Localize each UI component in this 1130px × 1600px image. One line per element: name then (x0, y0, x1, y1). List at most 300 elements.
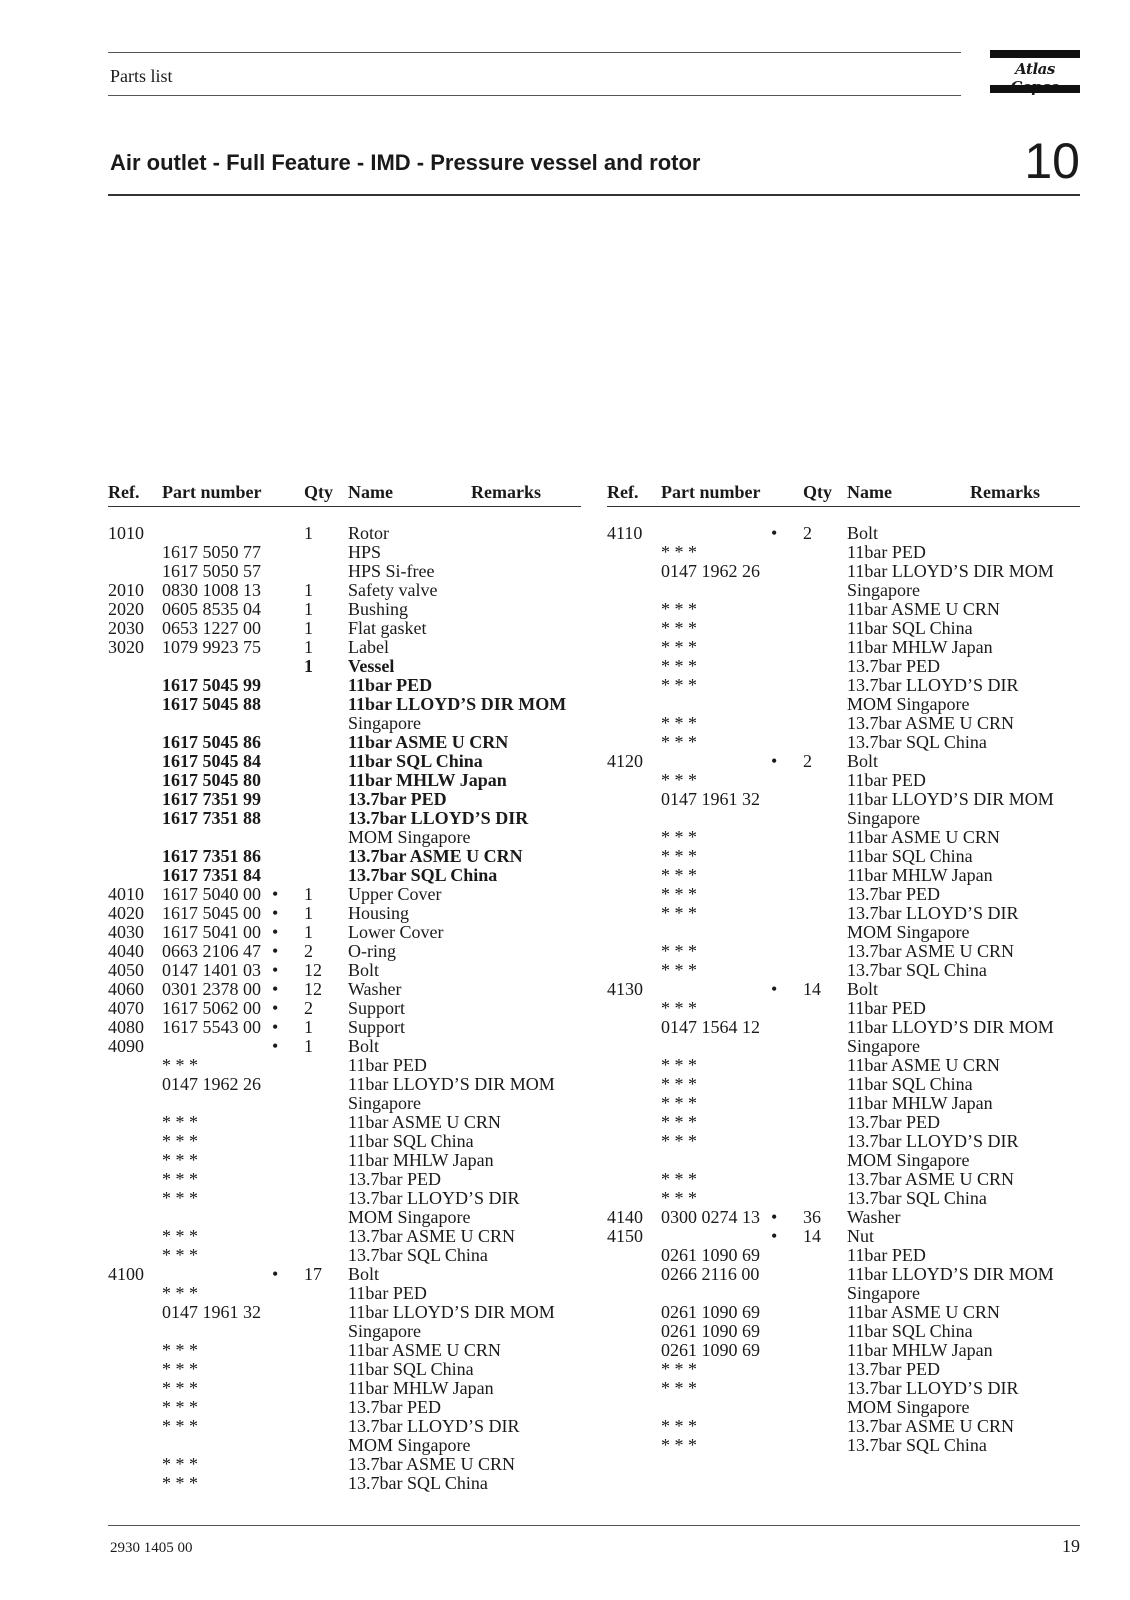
name-cell: 11bar PED (348, 675, 433, 695)
qty-cell: 36 (803, 1207, 821, 1227)
name-cell: 11bar LLOYD’S DIR MOM (847, 1264, 1054, 1284)
part-number-cell: 1617 5050 77 (162, 542, 261, 562)
table-row (108, 980, 581, 999)
section-number: 10 (1024, 133, 1080, 189)
name-cell: 11bar PED (348, 1055, 427, 1075)
table-row (607, 524, 1080, 543)
name-cell: 13.7bar SQL China (348, 865, 498, 885)
part-number-cell: * * * (162, 1473, 198, 1493)
bullet-marker: • (272, 998, 279, 1018)
header-label: Parts list (110, 66, 173, 86)
ref-cell: 4130 (607, 979, 643, 999)
name-cell: 11bar LLOYD’S DIR MOM (348, 1074, 555, 1094)
table-row (607, 771, 1080, 790)
table-row (108, 1037, 581, 1056)
table-row (108, 866, 581, 885)
qty-cell: 1 (304, 1036, 313, 1056)
name-cell: Flat gasket (348, 618, 427, 638)
parts-table-left (108, 480, 581, 1493)
name-cell: 11bar PED (847, 770, 926, 790)
part-number-cell: * * * (661, 1188, 697, 1208)
name-cell: 11bar SQL China (847, 618, 973, 638)
bullet-marker: • (771, 1207, 778, 1227)
table-row (108, 1132, 581, 1151)
logo-top-bar (990, 50, 1080, 58)
name-cell: Washer (847, 1207, 901, 1227)
part-number-cell: 0300 0274 13 (661, 1207, 760, 1227)
table-row (607, 885, 1080, 904)
name-cell: MOM Singapore (348, 1207, 471, 1227)
table-row (607, 942, 1080, 961)
table-row (108, 828, 581, 847)
table-row (607, 904, 1080, 923)
table-row (108, 1474, 581, 1493)
name-cell: Housing (348, 903, 410, 923)
part-number-cell: * * * (661, 599, 697, 619)
ref-cell: 4040 (108, 941, 144, 961)
part-number-cell: * * * (661, 770, 697, 790)
name-cell: 11bar PED (348, 1283, 427, 1303)
name-cell: 11bar LLOYD’S DIR MOM (847, 789, 1054, 809)
part-number-cell: 1617 5045 84 (162, 751, 261, 771)
name-cell: Nut (847, 1226, 874, 1246)
qty-cell: 1 (304, 523, 313, 543)
name-cell: 11bar LLOYD’S DIR MOM (348, 694, 567, 714)
table-row (108, 1113, 581, 1132)
name-cell: Bolt (847, 751, 879, 771)
name-cell: Bolt (348, 1264, 380, 1284)
table-row (607, 562, 1080, 581)
name-cell: MOM Singapore (847, 694, 970, 714)
name-cell: 11bar LLOYD’S DIR MOM (348, 1302, 555, 1322)
table-row (607, 752, 1080, 771)
footer-page-number: 19 (1062, 1536, 1080, 1556)
part-number-cell: 0147 1962 26 (661, 561, 760, 581)
table-row (108, 885, 581, 904)
table-row (607, 790, 1080, 809)
qty-cell: 1 (304, 922, 313, 942)
part-number-cell: * * * (162, 1112, 198, 1132)
table-row (108, 1018, 581, 1037)
part-number-cell: * * * (661, 637, 697, 657)
ref-cell: 4030 (108, 922, 144, 942)
name-cell: HPS Si-free (348, 561, 435, 581)
ref-cell: 2030 (108, 618, 144, 638)
part-number-cell: 0605 8535 04 (162, 599, 261, 619)
name-cell: 13.7bar ASME U CRN (847, 941, 1015, 961)
name-cell: 11bar MHLW Japan (847, 865, 993, 885)
table-row (607, 1284, 1080, 1303)
qty-cell: 1 (304, 656, 313, 676)
name-cell: Bolt (847, 523, 879, 543)
ref-cell: 2010 (108, 580, 144, 600)
part-number-cell: * * * (661, 1416, 697, 1436)
logo-bottom-bar (990, 85, 1080, 93)
header-ref: Ref. (607, 482, 639, 502)
part-number-cell: * * * (661, 998, 697, 1018)
qty-cell: 12 (304, 979, 322, 999)
name-cell: 13.7bar SQL China (348, 1473, 488, 1493)
table-row (108, 562, 581, 581)
name-cell: 11bar MHLW Japan (847, 1340, 993, 1360)
name-cell: 11bar ASME U CRN (348, 1340, 501, 1360)
table-row (108, 1303, 581, 1322)
part-number-cell: * * * (661, 1359, 697, 1379)
name-cell: 11bar ASME U CRN (847, 1302, 1000, 1322)
part-number-cell: * * * (661, 903, 697, 923)
table-row (607, 1436, 1080, 1455)
table-row (607, 1227, 1080, 1246)
name-cell: 13.7bar SQL China (847, 960, 987, 980)
part-number-cell: * * * (162, 1169, 198, 1189)
table-row (607, 1246, 1080, 1265)
ref-cell: 4080 (108, 1017, 144, 1037)
name-cell: 13.7bar LLOYD’S DIR (847, 1131, 1019, 1151)
ref-cell: 4020 (108, 903, 144, 923)
header-name: Name (847, 482, 892, 502)
name-cell: 11bar PED (847, 1245, 926, 1265)
table-row (108, 809, 581, 828)
part-number-cell: 0301 2378 00 (162, 979, 261, 999)
bullet-marker: • (272, 941, 279, 961)
part-number-cell: * * * (661, 732, 697, 752)
qty-cell: 2 (803, 751, 812, 771)
table-row (108, 942, 581, 961)
table-row (607, 1208, 1080, 1227)
table-row (108, 1455, 581, 1474)
name-cell: Vessel (348, 656, 395, 676)
name-cell: 13.7bar PED (348, 789, 447, 809)
part-number-cell: * * * (162, 1131, 198, 1151)
name-cell: 13.7bar SQL China (348, 1245, 488, 1265)
bullet-marker: • (272, 960, 279, 980)
table-row (108, 543, 581, 562)
name-cell: MOM Singapore (348, 827, 471, 847)
table-row (607, 828, 1080, 847)
name-cell: 11bar ASME U CRN (348, 732, 509, 752)
part-number-cell: * * * (162, 1245, 198, 1265)
part-number-cell: * * * (162, 1226, 198, 1246)
table-row (108, 904, 581, 923)
table-row (607, 1075, 1080, 1094)
name-cell: 11bar MHLW Japan (847, 1093, 993, 1113)
part-number-cell: * * * (661, 1169, 697, 1189)
part-number-cell: * * * (661, 960, 697, 980)
name-cell: 11bar MHLW Japan (348, 770, 507, 790)
name-cell: 11bar SQL China (847, 1074, 973, 1094)
bullet-marker: • (272, 1017, 279, 1037)
name-cell: 13.7bar SQL China (847, 1435, 987, 1455)
qty-cell: 17 (304, 1264, 322, 1284)
name-cell: MOM Singapore (847, 922, 970, 942)
qty-cell: 14 (803, 979, 821, 999)
part-number-cell: * * * (661, 1093, 697, 1113)
part-number-cell: 1617 5045 86 (162, 732, 261, 752)
name-cell: 13.7bar ASME U CRN (847, 1416, 1015, 1436)
part-number-cell: * * * (162, 1150, 198, 1170)
table-row (607, 543, 1080, 562)
part-number-cell: 0261 1090 69 (661, 1302, 760, 1322)
name-cell: 13.7bar ASME U CRN (847, 1169, 1015, 1189)
ref-cell: 4050 (108, 960, 144, 980)
table-row (108, 581, 581, 600)
bullet-marker: • (272, 979, 279, 999)
bullet-marker: • (272, 1264, 279, 1284)
bullet-marker: • (272, 884, 279, 904)
name-cell: MOM Singapore (847, 1397, 970, 1417)
name-cell: 13.7bar LLOYD’S DIR (847, 1378, 1019, 1398)
name-cell: Bolt (348, 960, 380, 980)
table-row (607, 581, 1080, 600)
name-cell: 11bar PED (847, 998, 926, 1018)
part-number-cell: 0663 2106 47 (162, 941, 261, 961)
bullet-marker: • (771, 751, 778, 771)
part-number-cell: 1617 5045 88 (162, 694, 261, 714)
name-cell: 11bar SQL China (348, 1359, 474, 1379)
bullet-marker: • (771, 979, 778, 999)
ref-cell: 4150 (607, 1226, 643, 1246)
table-row (108, 771, 581, 790)
ref-cell: 4060 (108, 979, 144, 999)
table-row (607, 1379, 1080, 1398)
header-remarks: Remarks (970, 482, 1040, 502)
name-cell: Bolt (847, 979, 879, 999)
part-number-cell: * * * (661, 675, 697, 695)
name-cell: Singapore (847, 808, 920, 828)
table-row (108, 1094, 581, 1113)
name-cell: O-ring (348, 941, 396, 961)
part-number-cell: * * * (162, 1283, 198, 1303)
table-row (607, 866, 1080, 885)
header-top-rule (108, 52, 961, 53)
table-row (607, 733, 1080, 752)
name-cell: 11bar SQL China (348, 1131, 474, 1151)
table-row (108, 1284, 581, 1303)
footer-rule (108, 1525, 1080, 1526)
part-number-cell: * * * (661, 941, 697, 961)
table-row (607, 695, 1080, 714)
table-row (607, 657, 1080, 676)
table-row (607, 1094, 1080, 1113)
qty-cell: 14 (803, 1226, 821, 1246)
part-number-cell: * * * (661, 1055, 697, 1075)
name-cell: 11bar ASME U CRN (847, 827, 1000, 847)
name-cell: 13.7bar LLOYD’S DIR (847, 903, 1019, 923)
part-number-cell: 1617 5062 00 (162, 998, 261, 1018)
table-row (607, 1360, 1080, 1379)
ref-cell: 4070 (108, 998, 144, 1018)
part-number-cell: * * * (162, 1397, 198, 1417)
table-row (108, 1322, 581, 1341)
table-row (108, 733, 581, 752)
name-cell: 11bar PED (847, 542, 926, 562)
part-number-cell: 1617 7351 86 (162, 846, 261, 866)
part-number-cell: * * * (661, 713, 697, 733)
part-number-cell: 1079 9923 75 (162, 637, 261, 657)
name-cell: 13.7bar SQL China (847, 732, 987, 752)
part-number-cell: * * * (661, 884, 697, 904)
name-cell: 11bar MHLW Japan (348, 1150, 494, 1170)
part-number-cell: * * * (162, 1188, 198, 1208)
part-number-cell: * * * (162, 1340, 198, 1360)
table-row (607, 1018, 1080, 1037)
part-number-cell: 0653 1227 00 (162, 618, 261, 638)
name-cell: 13.7bar LLOYD’S DIR (847, 675, 1019, 695)
table-row (607, 1398, 1080, 1417)
part-number-cell: 0266 2116 00 (661, 1264, 760, 1284)
name-cell: Support (348, 998, 406, 1018)
brand-logo (990, 50, 1080, 93)
table-row (607, 980, 1080, 999)
section-title: Air outlet - Full Feature - IMD - Pressure vessel and rotor (110, 150, 701, 175)
name-cell: MOM Singapore (348, 1435, 471, 1455)
part-number-cell: * * * (162, 1416, 198, 1436)
qty-cell: 2 (304, 941, 313, 961)
header-part-number: Part number (162, 482, 262, 502)
part-number-cell: * * * (162, 1378, 198, 1398)
table-row (607, 1170, 1080, 1189)
table-row (607, 619, 1080, 638)
logo-wordmark: Atlas (1015, 60, 1055, 78)
part-number-cell: 0261 1090 69 (661, 1321, 760, 1341)
part-number-cell: * * * (661, 1131, 697, 1151)
table-row (108, 1379, 581, 1398)
name-cell: Singapore (847, 580, 920, 600)
table-row (108, 847, 581, 866)
parts-table-right (607, 480, 1080, 1455)
name-cell: 13.7bar PED (847, 1359, 940, 1379)
name-cell: Singapore (348, 1093, 421, 1113)
bullet-marker: • (771, 1226, 778, 1246)
name-cell: Singapore (348, 713, 421, 733)
name-cell: 13.7bar PED (847, 1112, 940, 1132)
qty-cell: 12 (304, 960, 322, 980)
name-cell: 11bar ASME U CRN (847, 1055, 1000, 1075)
part-number-cell: * * * (661, 827, 697, 847)
table-body (607, 507, 1080, 1455)
name-cell: 11bar ASME U CRN (348, 1112, 501, 1132)
table-row (108, 1189, 581, 1208)
name-cell: Singapore (847, 1036, 920, 1056)
table-row (108, 1265, 581, 1284)
part-number-cell: * * * (661, 865, 697, 885)
part-number-cell: * * * (661, 1435, 697, 1455)
table-row (607, 961, 1080, 980)
name-cell: 11bar LLOYD’S DIR MOM (847, 1017, 1054, 1037)
name-cell: 13.7bar ASME U CRN (348, 1226, 516, 1246)
part-number-cell: 1617 5050 57 (162, 561, 261, 581)
part-number-cell: * * * (661, 846, 697, 866)
table-row (108, 1436, 581, 1455)
name-cell: Safety valve (348, 580, 438, 600)
part-number-cell: 1617 5045 80 (162, 770, 261, 790)
part-number-cell: 0830 1008 13 (162, 580, 261, 600)
table-row (108, 923, 581, 942)
name-cell: Rotor (348, 523, 390, 543)
name-cell: 11bar SQL China (847, 1321, 973, 1341)
table-row (108, 1151, 581, 1170)
qty-cell: 2 (803, 523, 812, 543)
ref-cell: 4120 (607, 751, 643, 771)
table-row (607, 1417, 1080, 1436)
table-row (607, 847, 1080, 866)
table-row (108, 619, 581, 638)
qty-cell: 1 (304, 599, 313, 619)
table-row (108, 790, 581, 809)
table-row (108, 1360, 581, 1379)
name-cell: Bushing (348, 599, 409, 619)
table-row (607, 809, 1080, 828)
ref-cell: 3020 (108, 637, 144, 657)
part-number-cell: * * * (661, 656, 697, 676)
table-row (108, 1246, 581, 1265)
table-row (108, 638, 581, 657)
part-number-cell: * * * (162, 1359, 198, 1379)
table-row (607, 999, 1080, 1018)
table-row (108, 1417, 581, 1436)
table-row (607, 1113, 1080, 1132)
name-cell: Singapore (847, 1283, 920, 1303)
header-bottom-rule (108, 95, 961, 96)
bullet-marker: • (272, 1036, 279, 1056)
name-cell: Singapore (348, 1321, 421, 1341)
header-qty: Qty (803, 482, 832, 502)
qty-cell: 1 (304, 580, 313, 600)
table-row (607, 1341, 1080, 1360)
part-number-cell: 1617 5045 00 (162, 903, 261, 923)
part-number-cell: 0147 1961 32 (162, 1302, 261, 1322)
table-row (108, 999, 581, 1018)
bullet-marker: • (272, 903, 279, 923)
table-row (607, 923, 1080, 942)
name-cell: 13.7bar SQL China (847, 1188, 987, 1208)
ref-cell: 2020 (108, 599, 144, 619)
part-number-cell: * * * (661, 1112, 697, 1132)
table-row (607, 600, 1080, 619)
part-number-cell: 1617 5041 00 (162, 922, 261, 942)
header-remarks: Remarks (471, 482, 541, 502)
qty-cell: 2 (304, 998, 313, 1018)
table-row (108, 752, 581, 771)
name-cell: 13.7bar LLOYD’S DIR (348, 808, 529, 828)
header-qty: Qty (304, 482, 333, 502)
table-header (108, 480, 581, 507)
table-row (108, 714, 581, 733)
part-number-cell: * * * (661, 1074, 697, 1094)
table-row (607, 1056, 1080, 1075)
table-row (108, 961, 581, 980)
name-cell: 13.7bar LLOYD’S DIR (348, 1416, 520, 1436)
ref-cell: 4110 (607, 523, 643, 543)
name-cell: 13.7bar PED (847, 884, 940, 904)
part-number-cell: 1617 5040 00 (162, 884, 261, 904)
name-cell: Bolt (348, 1036, 380, 1056)
table-row (108, 1208, 581, 1227)
ref-cell: 1010 (108, 523, 144, 543)
part-number-cell: 0261 1090 69 (661, 1340, 760, 1360)
part-number-cell: 0147 1962 26 (162, 1074, 261, 1094)
qty-cell: 1 (304, 903, 313, 923)
name-cell: 11bar LLOYD’S DIR MOM (847, 561, 1054, 581)
table-row (108, 600, 581, 619)
table-row (108, 676, 581, 695)
name-cell: 13.7bar LLOYD’S DIR (348, 1188, 520, 1208)
ref-cell: 4090 (108, 1036, 144, 1056)
table-row (108, 1341, 581, 1360)
table-row (108, 1056, 581, 1075)
table-row (607, 1151, 1080, 1170)
table-row (607, 1189, 1080, 1208)
